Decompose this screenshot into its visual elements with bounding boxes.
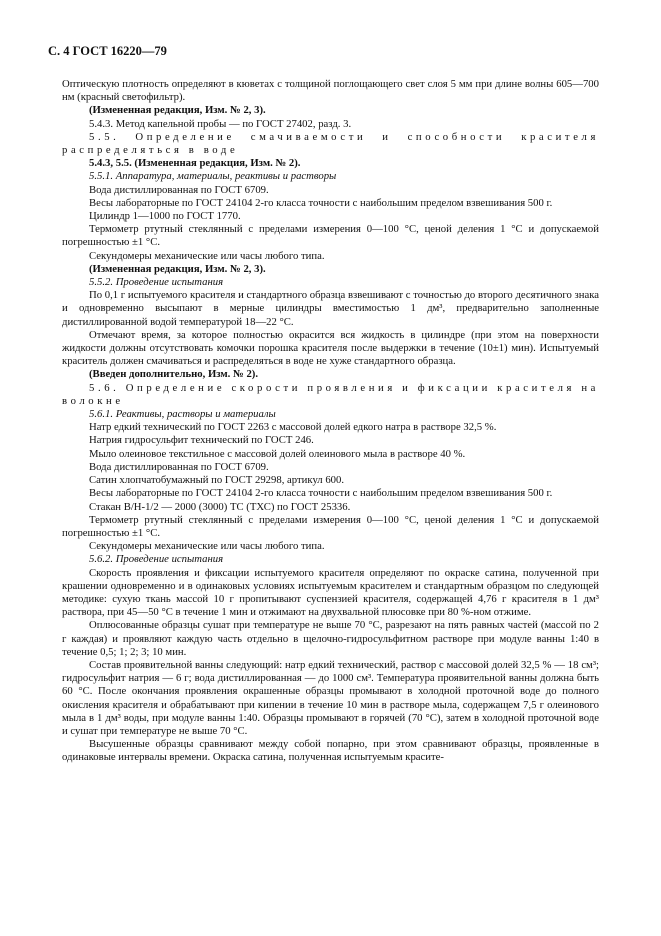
document-body bbox=[62, 78, 599, 765]
paragraph: Цилиндр 1—1000 по ГОСТ 1770. bbox=[89, 210, 241, 223]
subsection-heading: 5.5.1. Аппаратура, материалы, реактивы и растворы bbox=[89, 170, 337, 183]
paragraph: Термометр ртутный стеклянный с пределами измерения 0—100 °С, ценой деления 1 °С и допускаемой погрешностью ±1 °С. bbox=[62, 513, 599, 539]
paragraph: Весы лабораторные по ГОСТ 24104 2-го класса точности с наибольшим пределом взвешивания 500 г. bbox=[89, 196, 553, 209]
subsection-heading: 5.5.2. Проведение испытания bbox=[89, 276, 224, 289]
paragraph: Высушенные образцы сравнивают между собой попарно, при этом сравнивают образцы, проявленные в одинаковые интервалы времени. Окраска сатина, полученная испытуемым красите- bbox=[62, 738, 599, 764]
paragraph: Скорость проявления и фиксации испытуемого красителя определяют по окраске сатина, полученной при крашении одновременно и в одинаковых условиях испытуемым красителем и стандартным образцом по следующей методике: сухую ткань массой 10 г пропитывают суспензией красителя, содержащей 4,76 г красителя в 1 дм³ раствора, при 45—50 °С в течение 1 мин и отжимают на двухвальной плюсовке при 80 %-ном отжиме. bbox=[62, 566, 599, 619]
section-heading: 5.5. Определение смачиваемости и способности красителя распределяться в воде bbox=[62, 130, 599, 157]
paragraph: Натр едкий технический по ГОСТ 2263 с массовой долей едкого натра в растворе 32,5 %. bbox=[89, 421, 497, 434]
subsection-heading: 5.6.1. Реактивы, растворы и материалы bbox=[89, 408, 276, 421]
paragraph: Оптическую плотность определяют в кюветах с толщиной поглощающего свет слоя 5 мм при длине волны 605—700 нм (красный светофильтр). bbox=[62, 78, 599, 104]
paragraph: Отмечают время, за которое полностью окрасится вся жидкость в цилиндре (при этом на поверхности жидкости должны отсутствовать комочки порошка красителя после выдержки в течение (10±1) мин). Испытуемый краситель должен смачиваться и распределяться в воде не хуже стандартного образца. bbox=[62, 328, 599, 368]
page-header: С. 4 ГОСТ 16220—79 bbox=[48, 44, 167, 58]
paragraph: По 0,1 г испытуемого красителя и стандартного образца взвешивают с точностью до второго десятичного знака и одновременно высыпают в мерные цилиндры вместимостью 1 дм³, предварительно заполненные дистиллированной водой температурой 18—22 °С. bbox=[62, 289, 599, 328]
amendment-note: 5.4.3, 5.5. (Измененная редакция, Изм. № 2). bbox=[89, 157, 301, 170]
paragraph: Секундомеры механические или часы любого типа. bbox=[89, 249, 325, 262]
paragraph: Весы лабораторные по ГОСТ 24104 2-го класса точности с наибольшим пределом взвешивания 500 г. bbox=[89, 487, 553, 500]
paragraph: Сатин хлопчатобумажный по ГОСТ 29298, артикул 600. bbox=[89, 474, 345, 487]
section-heading: 5.6. Определение скорости проявления и фиксации красителя на волокне bbox=[62, 381, 599, 407]
paragraph: 5.4.3. Метод капельной пробы — по ГОСТ 27402, разд. 3. bbox=[89, 117, 352, 130]
subsection-heading: 5.6.2. Проведение испытания bbox=[89, 553, 224, 566]
paragraph: Мыло олеиновое текстильное с массовой долей олеинового мыла в растворе 40 %. bbox=[89, 447, 466, 460]
amendment-note: (Измененная редакция, Изм. № 2, 3). bbox=[89, 262, 266, 275]
amendment-note: (Измененная редакция, Изм. № 2, 3). bbox=[89, 104, 266, 117]
amendment-note: (Введен дополнительно, Изм. № 2). bbox=[89, 368, 259, 381]
paragraph: Стакан В/Н-1/2 — 2000 (3000) ТС (ТХС) по ГОСТ 25336. bbox=[89, 500, 351, 513]
paragraph: Секундомеры механические или часы любого типа. bbox=[89, 540, 325, 553]
paragraph: Состав проявительной ванны следующий: натр едкий технический, раствор с массовой долей 32,5 % — 18 см³; гидросульфит натрия — 6 г; вода дистиллированная — до 1000 см³. Температура проявительной ванны должна быть 60 °С. После окончания проявления окрашенные образцы промывают в холодной проточной воде до полного окисления красителя и обрабатывают при кипении в течение 10 мин в растворе мыла, содержащем 7,5 г олеинового мыла в 1 дм³ воды, при модуле ванны 1:40. Образцы промывают в горячей (70 °С), затем в холодной проточной воде и сушат при температуре не выше 70 °С. bbox=[62, 658, 599, 737]
paragraph: Вода дистиллированная по ГОСТ 6709. bbox=[89, 460, 269, 473]
paragraph: Натрия гидросульфит технический по ГОСТ 246. bbox=[89, 434, 314, 447]
paragraph: Термометр ртутный стеклянный с пределами измерения 0—100 °С, ценой деления 1 °С и допускаемой погрешностью ±1 °С. bbox=[62, 223, 599, 249]
paragraph: Оплюсованные образцы сушат при температуре не выше 70 °С, разрезают на пять равных частей (массой по 2 г каждая) и проявляют каждую часть отдельно в щелочно-гидросульфитном растворе при модуле ванны 1:40 в течение 0,5; 1; 2; 3; 10 мин. bbox=[62, 619, 599, 658]
paragraph: Вода дистиллированная по ГОСТ 6709. bbox=[89, 183, 269, 196]
